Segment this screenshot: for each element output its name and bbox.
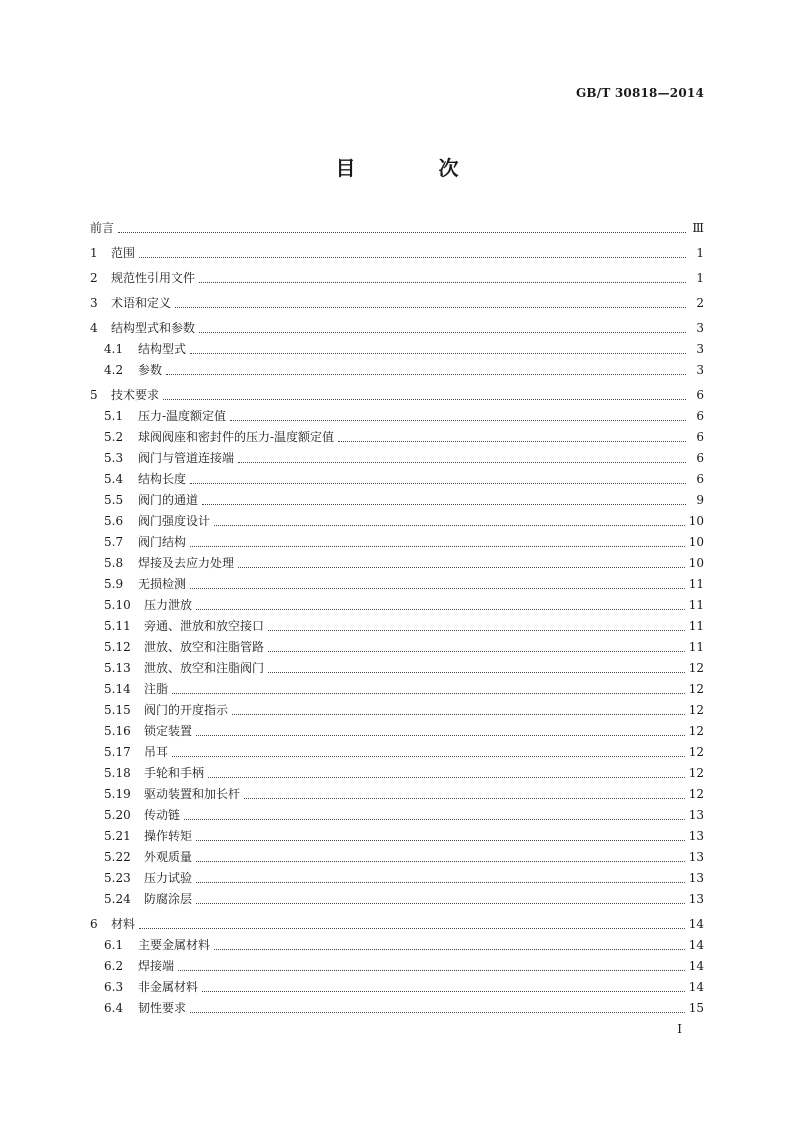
toc-entry-number: 5.6 [104, 514, 124, 528]
toc-leader-dots [163, 398, 686, 400]
toc-leader-dots [196, 860, 685, 862]
toc-entry-label: 阀门结构 [138, 535, 187, 549]
toc-entry-page: 12 [688, 682, 704, 696]
toc-entry[interactable] [90, 700, 704, 721]
toc-entry[interactable] [90, 847, 704, 868]
toc-leader-dots [268, 629, 685, 631]
toc-entry-page: 12 [688, 787, 704, 801]
page-number: I [677, 1022, 682, 1036]
toc-entry-label: 焊接及去应力处理 [138, 556, 235, 570]
toc-entry-page: 6 [696, 430, 704, 444]
toc-entry-number: 1 [90, 246, 98, 260]
toc-entry[interactable] [90, 616, 704, 637]
toc-entry-number: 6.1 [104, 938, 124, 952]
toc-entry-number: 6 [90, 917, 98, 931]
toc-entry-label: 材料 [111, 917, 136, 931]
toc-entry[interactable] [90, 339, 704, 360]
toc-entry[interactable] [90, 998, 704, 1019]
toc-entry[interactable] [90, 427, 704, 448]
toc-entry-number: 5.11 [104, 619, 131, 633]
toc-entry-number: 4.2 [104, 363, 124, 377]
toc-entry-number: 5.13 [104, 661, 131, 675]
toc-entry-page: 14 [688, 959, 704, 973]
toc-entry[interactable] [90, 385, 704, 406]
toc-leader-dots [214, 524, 685, 526]
toc-entry-label: 吊耳 [144, 745, 169, 759]
toc-entry-page: 11 [688, 598, 704, 612]
toc-entry-label: 结构长度 [138, 472, 187, 486]
toc-entry-page: 3 [696, 363, 704, 377]
toc-entry-label: 韧性要求 [138, 1001, 187, 1015]
toc-entry-number: 5.1 [104, 409, 124, 423]
toc-entry-page: 10 [688, 556, 704, 570]
toc-entry-page: 6 [696, 451, 704, 465]
toc-entry-number: 5.18 [104, 766, 131, 780]
toc-entry[interactable] [90, 956, 704, 977]
toc-entry-label: 锁定装置 [144, 724, 193, 738]
toc-entry-page: 14 [688, 938, 704, 952]
toc-leader-dots [199, 331, 686, 333]
toc-leader-dots [118, 231, 686, 233]
toc-leader-dots [202, 990, 685, 992]
toc-entry[interactable] [90, 574, 704, 595]
toc-entry[interactable] [90, 490, 704, 511]
toc-entry-number: 6.4 [104, 1001, 124, 1015]
toc-entry-page: 12 [688, 766, 704, 780]
toc-entry[interactable] [90, 469, 704, 490]
toc-entry-label: 规范性引用文件 [111, 271, 196, 285]
toc-leader-dots [184, 818, 685, 820]
toc-entry-number: 5.9 [104, 577, 124, 591]
toc-entry-page: 14 [688, 980, 704, 994]
toc-leader-dots [196, 608, 685, 610]
toc-leader-dots [338, 440, 686, 442]
toc-entry-label: 术语和定义 [111, 296, 172, 310]
toc-entry-label: 无损检测 [138, 577, 187, 591]
toc-entry-number: 4.1 [104, 342, 124, 356]
toc-entry-page: 10 [688, 535, 704, 549]
toc-entry-page: 13 [688, 892, 704, 906]
toc-entry-label: 前言 [90, 221, 115, 235]
toc-leader-dots [139, 256, 686, 258]
toc-entry-number: 2 [90, 271, 98, 285]
toc-leader-dots [190, 1011, 685, 1013]
toc-entry-page: 13 [688, 808, 704, 822]
toc-entry-label: 注脂 [144, 682, 169, 696]
toc-entry[interactable] [90, 679, 704, 700]
toc-entry-page: 12 [688, 745, 704, 759]
toc-entry-number: 5.8 [104, 556, 124, 570]
toc-leader-dots [268, 650, 685, 652]
toc-entry-page: 11 [688, 640, 704, 654]
toc-entry-page: 13 [688, 850, 704, 864]
toc-entry[interactable] [90, 805, 704, 826]
toc-entry-number: 6.3 [104, 980, 124, 994]
toc-leader-dots [190, 352, 686, 354]
toc-entry[interactable] [90, 406, 704, 427]
toc-leader-dots [139, 927, 685, 929]
toc-entry-number: 5.24 [104, 892, 131, 906]
toc-entry-page: 6 [696, 388, 704, 402]
toc-entry[interactable] [90, 914, 704, 935]
toc-entry-label: 外观质量 [144, 850, 193, 864]
toc-entry-page: 12 [688, 661, 704, 675]
toc-leader-dots [190, 482, 686, 484]
toc-entry[interactable] [90, 218, 704, 239]
toc-entry-label: 参数 [138, 363, 163, 377]
toc-entry-page: 1 [696, 246, 704, 260]
toc-entry[interactable] [90, 935, 704, 956]
toc-entry[interactable] [90, 595, 704, 616]
toc-entry[interactable] [90, 637, 704, 658]
toc-entry-number: 5.5 [104, 493, 124, 507]
toc-entry-page: 13 [688, 871, 704, 885]
toc-entry[interactable] [90, 721, 704, 742]
toc-entry-page: 9 [696, 493, 704, 507]
toc-entry-number: 6.2 [104, 959, 124, 973]
toc-leader-dots [238, 461, 686, 463]
toc-entry-label: 阀门的开度指示 [144, 703, 229, 717]
toc-leader-dots [202, 503, 686, 505]
toc-entry-number: 5.21 [104, 829, 131, 843]
toc-leader-dots [199, 281, 686, 283]
toc-entry-page: Ⅲ [692, 221, 704, 235]
toc-leader-dots [230, 419, 686, 421]
toc-entry[interactable] [90, 553, 704, 574]
toc-entry-label: 防腐涂层 [144, 892, 193, 906]
toc-entry-page: 15 [688, 1001, 704, 1015]
toc-entry-page: 13 [688, 829, 704, 843]
toc-entry-label: 泄放、放空和注脂阀门 [144, 661, 265, 675]
toc-entry-label: 泄放、放空和注脂管路 [144, 640, 265, 654]
toc-entry[interactable] [90, 658, 704, 679]
toc-entry-page: 6 [696, 472, 704, 486]
toc-entry-label: 压力泄放 [144, 598, 193, 612]
toc-entry-number: 5.17 [104, 745, 131, 759]
toc-entry-label: 驱动装置和加长杆 [144, 787, 241, 801]
toc-entry-label: 操作转矩 [144, 829, 193, 843]
toc-leader-dots [214, 948, 685, 950]
toc-leader-dots [175, 306, 686, 308]
toc-entry-label: 阀门与管道连接端 [138, 451, 235, 465]
toc-entry-number: 5.20 [104, 808, 131, 822]
toc-leader-dots [178, 969, 685, 971]
toc-entry-number: 5.15 [104, 703, 131, 717]
toc-entry-page: 12 [688, 703, 704, 717]
toc-entry-label: 主要金属材料 [138, 938, 211, 952]
toc-entry-number: 5.14 [104, 682, 131, 696]
toc-entry-label: 球阀阀座和密封件的压力-温度额定值 [138, 430, 335, 444]
toc-entry-page: 12 [688, 724, 704, 738]
toc-leader-dots [190, 587, 685, 589]
toc-entry[interactable] [90, 318, 704, 339]
toc-entry-label: 范围 [111, 246, 136, 260]
toc-entry-number: 5.2 [104, 430, 124, 444]
toc-entry-number: 5.7 [104, 535, 124, 549]
toc-entry[interactable] [90, 977, 704, 998]
toc-entry-label: 阀门的通道 [138, 493, 199, 507]
toc-entry-page: 10 [688, 514, 704, 528]
toc-leader-dots [208, 776, 685, 778]
toc-entry-page: 1 [696, 271, 704, 285]
toc-entry-number: 5.22 [104, 850, 131, 864]
table-of-contents [90, 218, 704, 1019]
toc-entry[interactable] [90, 742, 704, 763]
toc-entry[interactable] [90, 293, 704, 314]
toc-entry-page: 14 [688, 917, 704, 931]
toc-leader-dots [244, 797, 685, 799]
toc-entry[interactable] [90, 243, 704, 264]
toc-entry-label: 压力-温度额定值 [138, 409, 227, 423]
toc-entry[interactable] [90, 448, 704, 469]
toc-leader-dots [172, 692, 685, 694]
toc-entry-number: 5.12 [104, 640, 131, 654]
toc-entry[interactable] [90, 784, 704, 805]
standard-code: GB/T 30818—2014 [575, 86, 704, 100]
toc-entry-number: 3 [90, 296, 98, 310]
toc-entry[interactable] [90, 532, 704, 553]
toc-entry-page: 11 [688, 577, 704, 591]
toc-entry-number: 5.23 [104, 871, 131, 885]
toc-entry[interactable] [90, 763, 704, 784]
toc-entry[interactable] [90, 826, 704, 847]
toc-entry-number: 5.19 [104, 787, 131, 801]
toc-entry-label: 焊接端 [138, 959, 175, 973]
toc-entry-number: 4 [90, 321, 98, 335]
toc-entry-number: 5.4 [104, 472, 124, 486]
toc-leader-dots [196, 839, 685, 841]
toc-entry-page: 3 [696, 321, 704, 335]
toc-entry-label: 手轮和手柄 [144, 766, 205, 780]
toc-leader-dots [166, 373, 686, 375]
toc-entry-page: 3 [696, 342, 704, 356]
toc-entry[interactable] [90, 889, 704, 910]
toc-entry-number: 5.16 [104, 724, 131, 738]
toc-entry-label: 非金属材料 [138, 980, 199, 994]
toc-leader-dots [196, 881, 685, 883]
toc-entry-label: 传动链 [144, 808, 181, 822]
toc-entry-number: 5.3 [104, 451, 124, 465]
toc-entry-page: 11 [688, 619, 704, 633]
toc-entry-label: 旁通、泄放和放空接口 [144, 619, 265, 633]
toc-leader-dots [172, 755, 685, 757]
toc-entry-number: 5.10 [104, 598, 131, 612]
toc-leader-dots [232, 713, 685, 715]
toc-entry-page: 2 [696, 296, 704, 310]
toc-leader-dots [196, 902, 685, 904]
toc-entry-label: 结构型式和参数 [111, 321, 196, 335]
toc-entry[interactable] [90, 268, 704, 289]
toc-leader-dots [196, 734, 685, 736]
toc-entry-label: 技术要求 [111, 388, 160, 402]
toc-entry-number: 5 [90, 388, 98, 402]
toc-entry-page: 6 [696, 409, 704, 423]
toc-leader-dots [190, 545, 685, 547]
toc-leader-dots [268, 671, 685, 673]
toc-entry[interactable] [90, 360, 704, 381]
toc-entry[interactable] [90, 868, 704, 889]
toc-entry-label: 压力试验 [144, 871, 193, 885]
toc-entry-label: 结构型式 [138, 342, 187, 356]
page-title: 目 次 [335, 156, 497, 180]
toc-entry[interactable] [90, 511, 704, 532]
toc-leader-dots [238, 566, 685, 568]
toc-entry-label: 阀门强度设计 [138, 514, 211, 528]
